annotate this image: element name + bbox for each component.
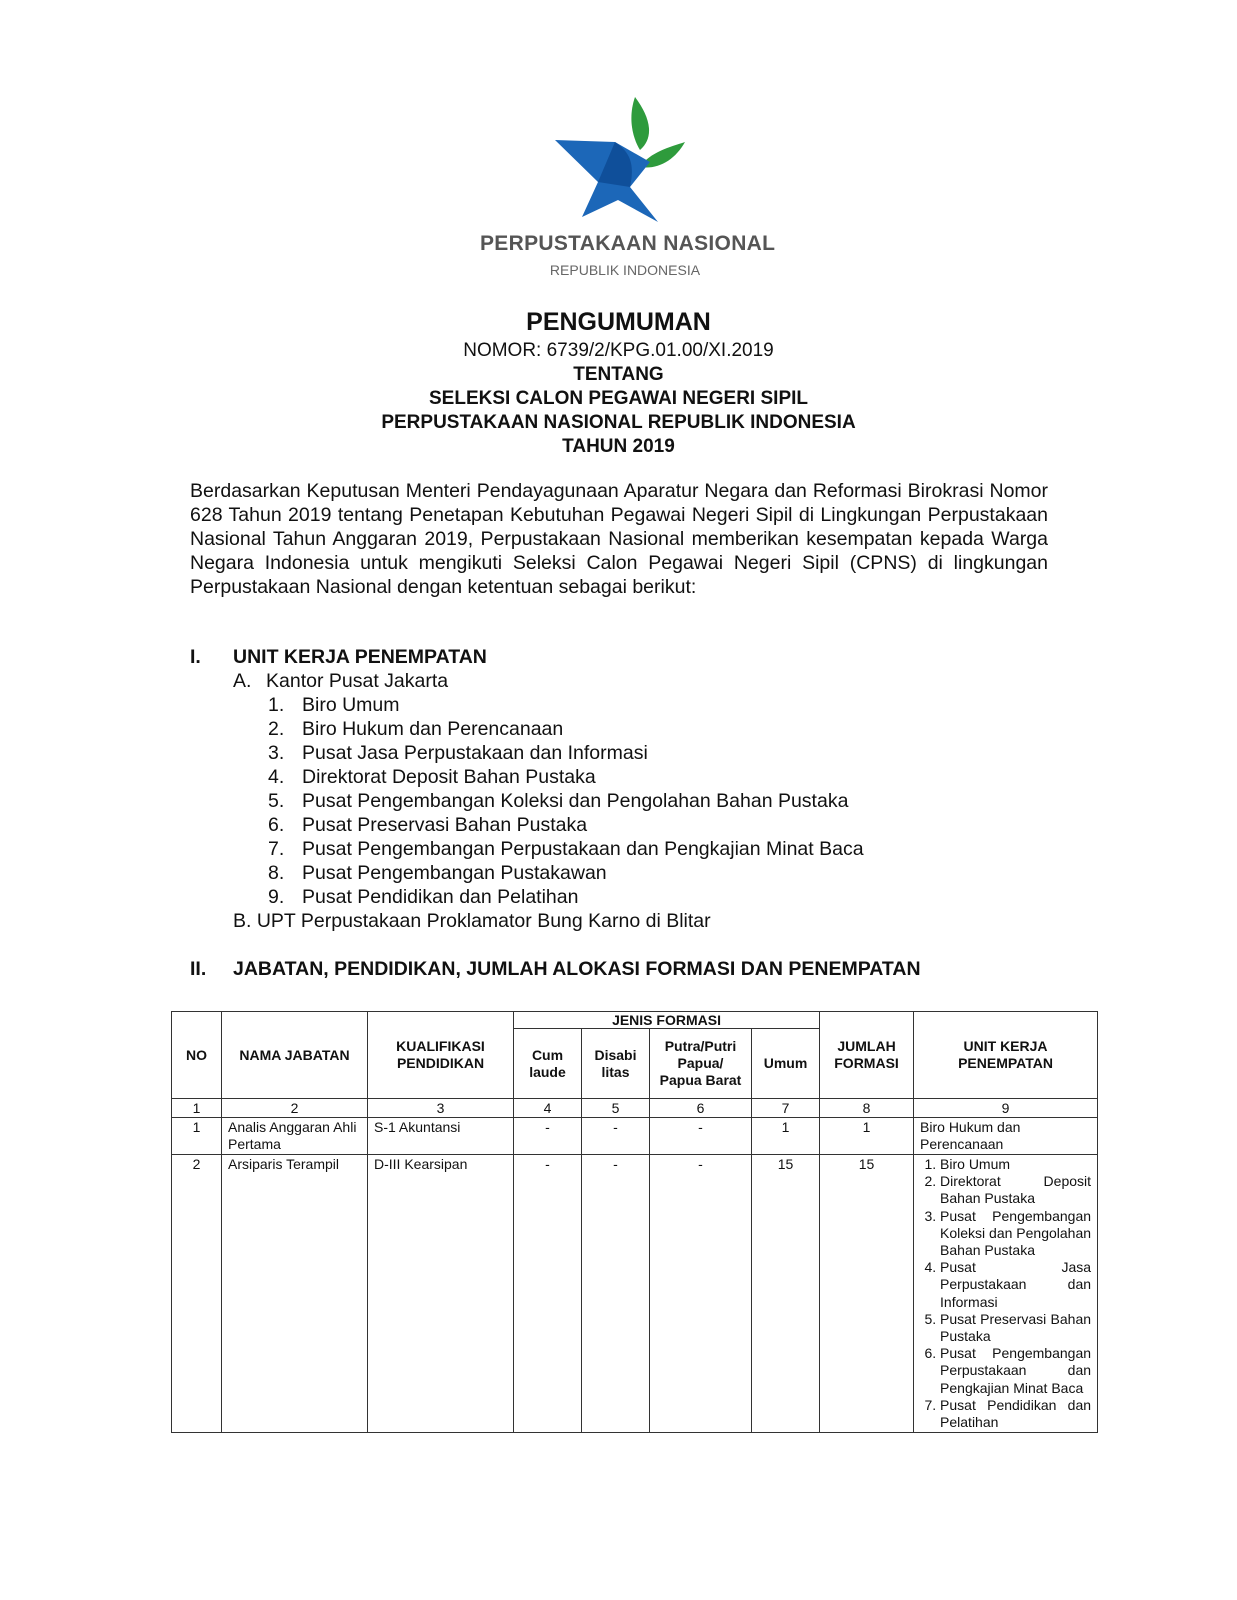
list-item: 3. Pusat Pengembangan Koleksi dan Pengolahan Bahan Pustaka (940, 1208, 1091, 1260)
section-1-b: B. UPT Perpustakaan Proklamator Bung Karno di Blitar (233, 910, 711, 932)
table-row: 1 Analis Anggaran Ahli Pertama S-1 Akuntansi - - - 1 1 Biro Hukum dan Perencanaan (172, 1118, 1098, 1155)
header-nama-jabatan: NAMA JABATAN (222, 1012, 368, 1099)
section-1-a-label: A. (233, 670, 252, 692)
section-2-number: II. (190, 958, 207, 980)
section-1-a-title: Kantor Pusat Jakarta (266, 670, 449, 692)
list-item: 8. Pusat Pengembangan Pustakawan (268, 862, 607, 884)
list-item: 5. Pusat Preservasi Bahan Pustaka (940, 1311, 1091, 1345)
header-cumlaude: Cum laude (514, 1029, 582, 1099)
intro-paragraph: Berdasarkan Keputusan Menteri Pendayagunaan Aparatur Negara dan Reformasi Birokrasi Nomor 628 Tahun 2019 tentang Penetapan Kebutuhan Pegawai Negeri Sipil di Lingkungan Perpustakaan Nasional Tahun Anggaran 2019, Perpustakaan Nasional memberikan kesempatan kepada Warga Negara Indonesia untuk mengikuti Seleksi Calon Pegawai Negeri Sipil (CPNS) di lingkungan Perpustakaan Nasional dengan ketentuan sebagai berikut: (190, 480, 1048, 598)
section-1-number: I. (190, 646, 201, 668)
header-jumlah-formasi: JUMLAH FORMASI (820, 1012, 914, 1099)
header-disabilitas: Disabi litas (582, 1029, 650, 1099)
heading-tentang: TENTANG (573, 364, 664, 385)
logo-subtitle: REPUBLIK INDONESIA (549, 262, 701, 278)
unit-list-cell (914, 1155, 1098, 1433)
logo-title: PERPUSTAKAAN NASIONAL (480, 232, 776, 255)
header-papua: Putra/Putri Papua/ Papua Barat (650, 1029, 752, 1099)
perpusnas-logo (480, 92, 776, 292)
document-number: NOMOR: 6739/2/KPG.01.00/XI.2019 (463, 340, 774, 361)
header-jenis-formasi: JENIS FORMASI (514, 1012, 820, 1029)
list-item: 4. Pusat Jasa Perpustakaan dan Informasi (940, 1259, 1091, 1311)
list-item: 6. Pusat Preservasi Bahan Pustaka (268, 814, 588, 836)
list-item: 5. Pusat Pengembangan Koleksi dan Pengolahan Bahan Pustaka (268, 790, 849, 812)
heading-line-3: TAHUN 2019 (562, 436, 675, 457)
list-item: 1. Biro Umum (940, 1156, 1091, 1173)
list-item: 3. Pusat Jasa Perpustakaan dan Informasi (268, 742, 648, 764)
section-1-title: UNIT KERJA PENEMPATAN (233, 646, 487, 668)
header-kualifikasi: KUALIFIKASI PENDIDIKAN (368, 1012, 514, 1099)
section-2-title: JABATAN, PENDIDIKAN, JUMLAH ALOKASI FORMASI DAN PENEMPATAN (233, 958, 921, 980)
formasi-table (171, 1011, 1098, 1433)
star-logo-icon (540, 92, 710, 227)
list-item: 1. Biro Umum (268, 694, 400, 716)
column-index-row: 1 2 3 4 5 6 7 8 9 (172, 1099, 1098, 1118)
document-title: PENGUMUMAN (526, 308, 711, 336)
header-unit-kerja: UNIT KERJA PENEMPATAN (914, 1012, 1098, 1099)
list-item: 2. Biro Hukum dan Perencanaan (268, 718, 564, 740)
header-no: NO (172, 1012, 222, 1099)
heading-line-2: PERPUSTAKAAN NASIONAL REPUBLIK INDONESIA (381, 412, 856, 433)
table-row: 2 Arsiparis Terampil D-III Kearsipan - - - 15 15 1. Biro Umum 2. Direktorat Deposit Bahan Pustaka 3. Pusat Pengembangan Koleksi dan Pengolahan Bahan Pustaka 4. Pusat Jasa Perpustakaan dan Informasi 5. Pusat Preservasi Bahan Pustaka 6. Pusat Pengembangan Perpustakaan dan Pengkajian Minat Baca 7. Pusat Pendidikan dan Pelatihan (172, 1155, 1098, 1433)
list-item: 9. Pusat Pendidikan dan Pelatihan (268, 886, 579, 908)
list-item: 2. Direktorat Deposit Bahan Pustaka (940, 1173, 1091, 1207)
list-item: 4. Direktorat Deposit Bahan Pustaka (268, 766, 596, 788)
header-umum: Umum (752, 1029, 820, 1099)
heading-line-1: SELEKSI CALON PEGAWAI NEGERI SIPIL (429, 388, 808, 409)
list-item: 7. Pusat Pendidikan dan Pelatihan (940, 1397, 1091, 1431)
list-item: 6. Pusat Pengembangan Perpustakaan dan Pengkajian Minat Baca (940, 1345, 1091, 1397)
list-item: 7. Pusat Pengembangan Perpustakaan dan Pengkajian Minat Baca (268, 838, 864, 860)
